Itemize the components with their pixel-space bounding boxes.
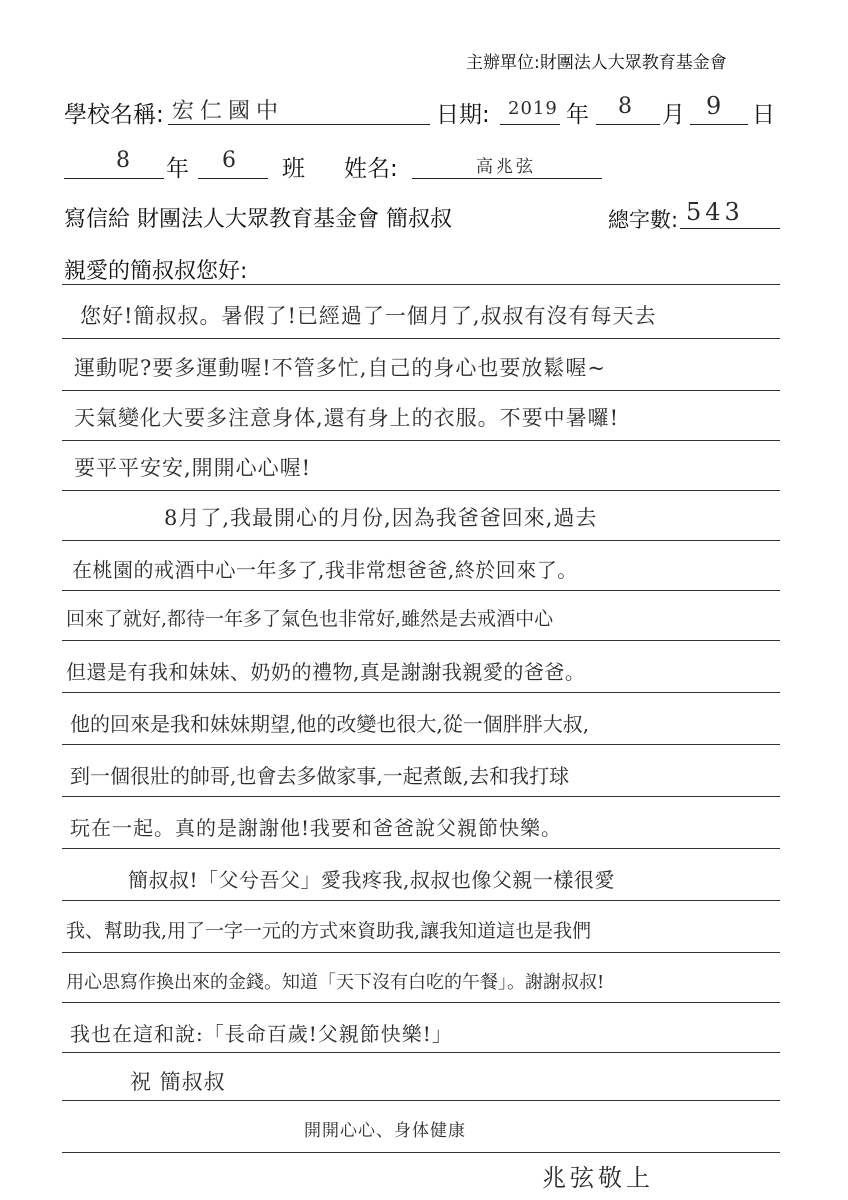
organizer-header: 主辦單位:財團法人大眾教育基金會 xyxy=(466,53,727,73)
ruled-line xyxy=(62,390,780,391)
grade-label: 年 xyxy=(166,156,189,182)
class-underline xyxy=(198,178,268,179)
ruled-line xyxy=(62,590,780,591)
year-underline xyxy=(500,124,560,125)
grade-value: 8 xyxy=(116,148,131,173)
ruled-line xyxy=(62,848,780,849)
body-line: 8月了,我最開心的月份,因為我爸爸回來,過去 xyxy=(164,506,598,530)
ruled-line xyxy=(62,744,780,745)
body-line: 要平平安安,開開心心喔! xyxy=(74,456,312,480)
month-underline xyxy=(596,124,660,125)
grade-underline xyxy=(64,178,164,179)
body-line: 您好!簡叔叔。暑假了!已經過了一個月了,叔叔有沒有每天去 xyxy=(80,304,657,328)
day-underline xyxy=(690,124,748,125)
closing-line-2: 開開心心、身体健康 xyxy=(304,1121,466,1141)
school-underline xyxy=(168,124,430,125)
ruled-line xyxy=(62,900,780,901)
month-label: 月 xyxy=(662,102,685,128)
date-label: 日期: xyxy=(436,102,490,128)
school-label: 學校名稱: xyxy=(64,102,164,128)
signature: 兆弦敬上 xyxy=(542,1164,654,1192)
recipient-line: 寫信給 財團法人大眾教育基金會 簡叔叔 xyxy=(64,207,452,232)
body-line: 用心思寫作換出來的金錢。知道「天下沒有白吃的午餐」。謝謝叔叔! xyxy=(66,972,605,993)
ruled-line xyxy=(62,640,780,641)
body-line: 到一個很壯的帥哥,也會去多做家事,一起煮飯,去和我打球 xyxy=(70,764,570,788)
ruled-line xyxy=(62,284,780,285)
day-label: 日 xyxy=(752,102,775,128)
word-count-value: 543 xyxy=(686,198,744,226)
day-value: 9 xyxy=(706,92,723,120)
body-line: 他的回來是我和妹妹期望,他的改變也很大,從一個胖胖大叔, xyxy=(70,712,590,736)
name-underline xyxy=(412,178,602,179)
body-line: 天氣變化大要多注意身体,還有身上的衣服。不要中暑囉! xyxy=(74,406,620,430)
name-value: 高兆弦 xyxy=(476,157,536,177)
school-value: 宏仁國中 xyxy=(172,99,285,124)
ruled-line xyxy=(62,540,780,541)
body-line: 回來了就好,都待一年多了氣色也非常好,雖然是去戒酒中心 xyxy=(66,608,554,630)
year-value: 2019 xyxy=(508,98,558,119)
body-line: 我也在這和說:「長命百歲!父親節快樂!」 xyxy=(70,1022,453,1046)
body-line: 在桃園的戒酒中心一年多了,我非常想爸爸,終於回來了。 xyxy=(72,558,578,582)
class-value: 6 xyxy=(222,148,237,173)
ruled-line xyxy=(62,1100,780,1101)
ruled-line xyxy=(62,796,780,797)
greeting: 親愛的簡叔叔您好: xyxy=(64,259,248,284)
ruled-line xyxy=(62,1002,780,1003)
closing-line-1: 祝 簡叔叔 xyxy=(130,1070,226,1094)
ruled-line xyxy=(62,338,780,339)
ruled-line xyxy=(62,1052,780,1053)
word-count-underline xyxy=(680,228,780,229)
ruled-line xyxy=(62,490,780,491)
class-label: 班 xyxy=(282,156,305,182)
body-line: 我、幫助我,用了一字一元的方式來資助我,讓我知道這也是我們 xyxy=(66,920,592,942)
year-label: 年 xyxy=(566,102,589,128)
name-label: 姓名: xyxy=(344,156,398,182)
body-line: 玩在一起。真的是謝謝他!我要和爸爸說父親節快樂。 xyxy=(70,816,563,840)
ruled-line xyxy=(62,952,780,953)
ruled-line xyxy=(62,692,780,693)
ruled-line xyxy=(62,440,780,441)
ruled-line xyxy=(62,1152,780,1153)
word-count-label: 總字數: xyxy=(608,208,679,232)
body-line: 但還是有我和妹妹、奶奶的禮物,真是謝謝我親愛的爸爸。 xyxy=(66,660,586,684)
month-value: 8 xyxy=(618,94,633,119)
body-line: 簡叔叔!「父兮吾父」愛我疼我,叔叔也像父親一樣很愛 xyxy=(128,868,615,892)
body-line: 運動呢?要多運動喔!不管多忙,自己的身心也要放鬆喔~ xyxy=(74,356,606,380)
